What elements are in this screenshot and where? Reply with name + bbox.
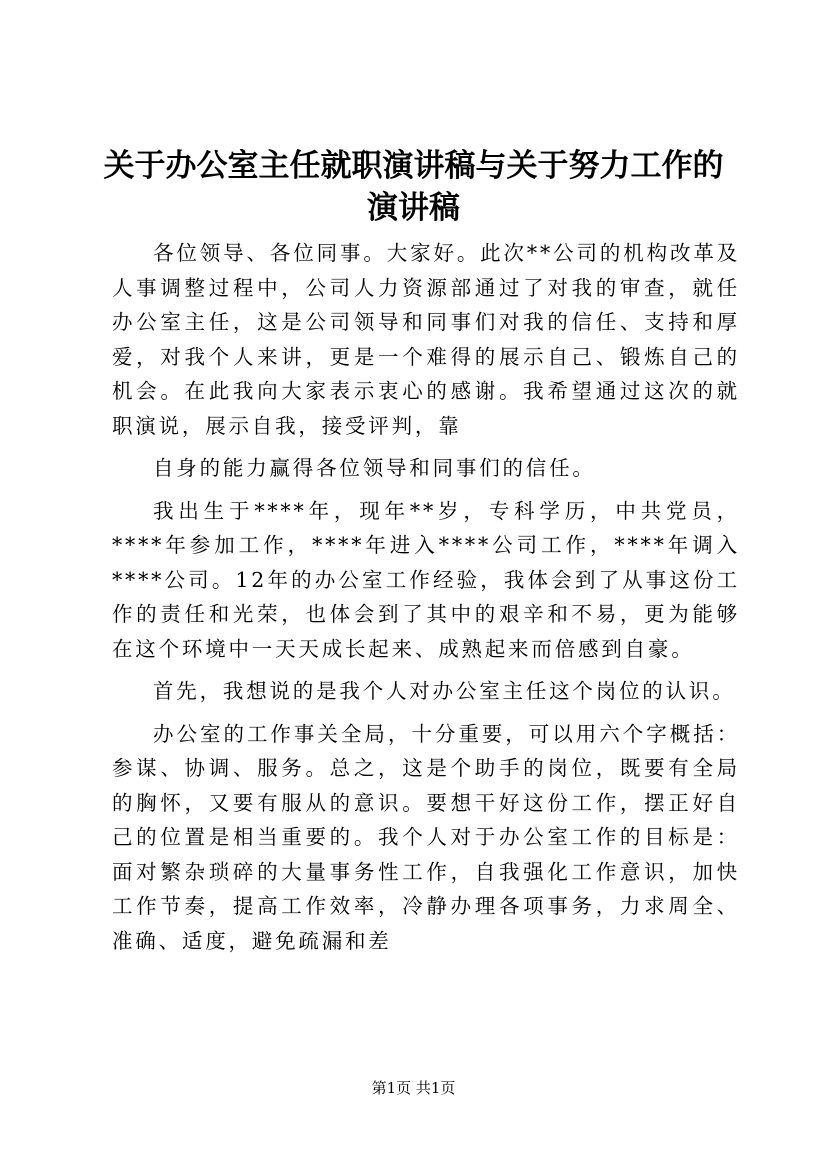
paragraph-2: 自身的能力赢得各位领导和同事们的信任。	[153, 456, 596, 480]
page-footer: 第1页 共1页	[371, 1079, 456, 1097]
paragraph-3: 我出生于****年，现年**岁，专科学历，中共党员，****年参加工作，****年进入****公司工作，****年调入****公司。12年的办公室工作经验，我体会到了从事这份工作的责任和光荣，也体会到了其中的艰辛和不易，更为能够在这个环境中一天天成长起来、成熟起来而倍感到自豪。	[112, 498, 740, 661]
document-body	[112, 236, 740, 958]
paragraph-5: 办公室的工作事关全局，十分重要，可以用六个字概括：参谋、协调、服务。总之，这是个助手的岗位，既要有全局的胸怀，又要有服从的意识。要想干好这份工作，摆正好自己的位置是相当重要的。我个人对于办公室工作的目标是：面对繁杂琐碎的大量事务性工作，自我强化工作意识，加快工作节奏，提高工作效率，冷静办理各项事务，力求周全、准确、适度，避免疏漏和差	[112, 721, 740, 953]
paragraph-1: 各位领导、各位同事。大家好。此次**公司的机构改革及人事调整过程中，公司人力资源部通过了对我的审查，就任办公室主任，这是公司领导和同事们对我的信任、支持和厚爱，对我个人来讲，更是一个难得的展示自己、锻炼自己的机会。在此我向大家表示衷心的感谢。我希望通过这次的就职演说，展示自我，接受评判，靠	[112, 241, 740, 438]
paragraph-4: 首先，我想说的是我个人对办公室主任这个岗位的认识。	[153, 679, 736, 703]
document-title: 关于办公室主任就职演讲稿与关于努力工作的演讲稿	[103, 148, 724, 226]
